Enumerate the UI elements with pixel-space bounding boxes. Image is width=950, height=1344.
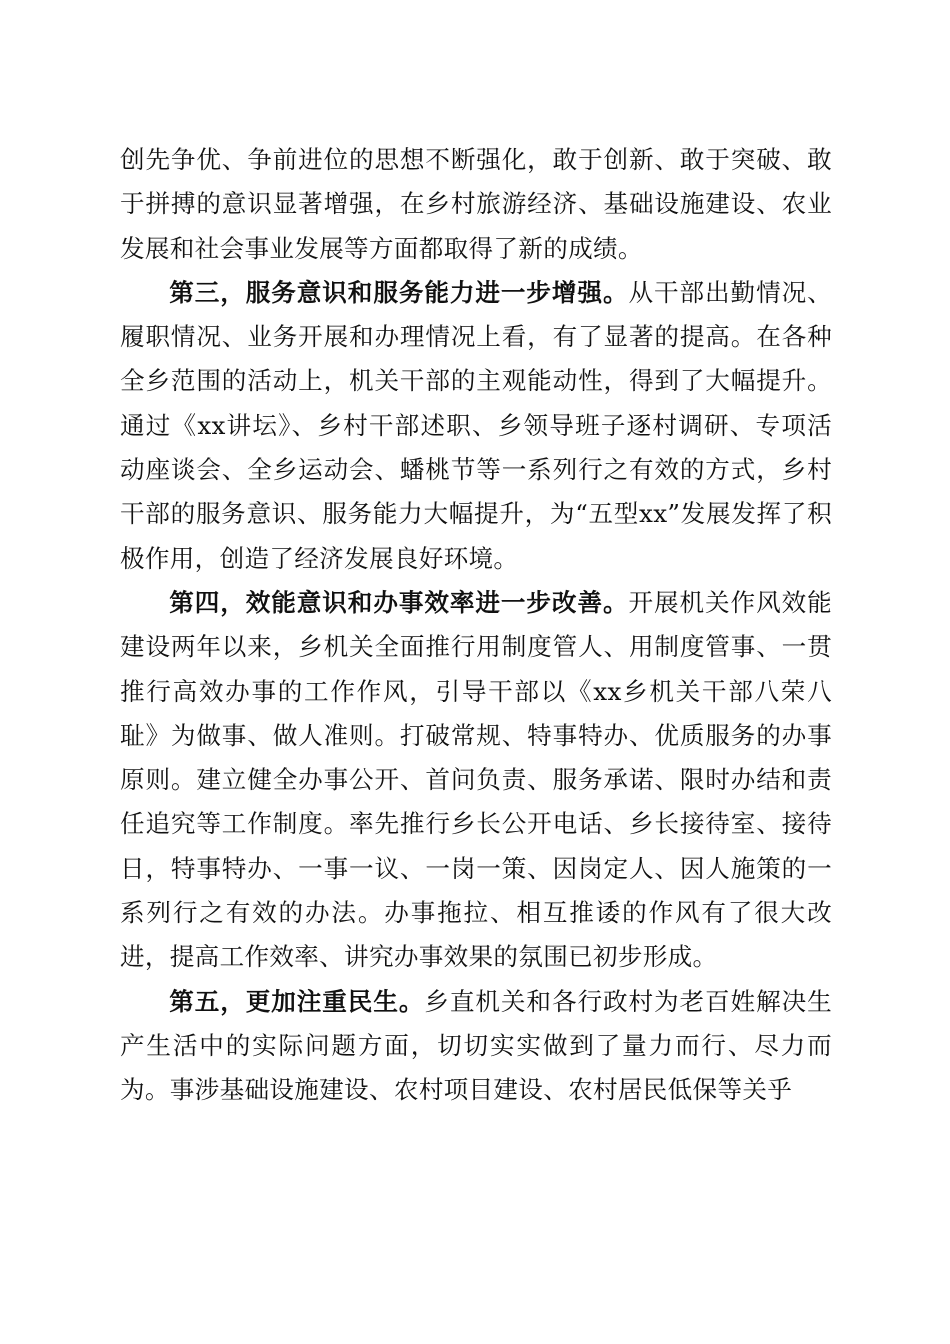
paragraph-text: 开展机关作风效能建设两年以来，乡机关全面推行用制度管人、用制度管事、一贯推行高效办事的工作作风，引导干部以《xx乡机关干部八荣八耻》为做事、做人准则。打破常规、特事特办、优质服务的办事原则。建立健全办事公开、首问负责、服务承诺、限时办结和责任追究等工作制度。率先推行乡长公开电话、乡长接待室、接待日，特事特办、一事一议、一岗一策、因岗定人、因人施策的一系列行之有效的办法。办事拖拉、相互推诿的作风有了很大改进，提高工作效率、讲究办事效果的氛围已初步形成。 [120,587,832,972]
paragraph-heading: 第五，更加注重民生。 [169,986,425,1016]
paragraph-text: 从干部出勤情况、履职情况、业务开展和办理情况上看，有了显著的提高。在各种全乡范围的活动上，机关干部的主观能动性，得到了大幅提升。通过《xx讲坛》、乡村干部述职、乡领导班子逐村调研、专项活动座谈会、全乡运动会、蟠桃节等一系列行之有效的方式，乡村干部的服务意识、服务能力大幅提升，为“五型xx”发展发挥了积极作用，创造了经济发展良好环境。 [120,277,832,573]
paragraph-text: 创先争优、争前进位的思想不断强化，敢于创新、敢于突破、敢于拼搏的意识显著增强，在乡村旅游经济、基础设施建设、农业发展和社会事业发展等方面都取得了新的成绩。 [120,145,832,263]
paragraph-heading: 第四，效能意识和办事效率进一步改善。 [169,587,629,617]
paragraph-continuation [120,138,832,271]
paragraph-heading: 第三，服务意识和服务能力进一步增强。 [169,277,629,307]
paragraph-third-point [120,271,832,581]
paragraph-text: 乡直机关和各行政村为老百姓解决生产生活中的实际问题方面，切切实实做到了量力而行、尽力而为。事涉基础设施建设、农村项目建设、农村居民低保等关乎 [120,986,832,1105]
paragraph-fourth-point [120,581,832,980]
paragraph-fifth-point [120,980,832,1113]
document-page [120,138,832,1113]
